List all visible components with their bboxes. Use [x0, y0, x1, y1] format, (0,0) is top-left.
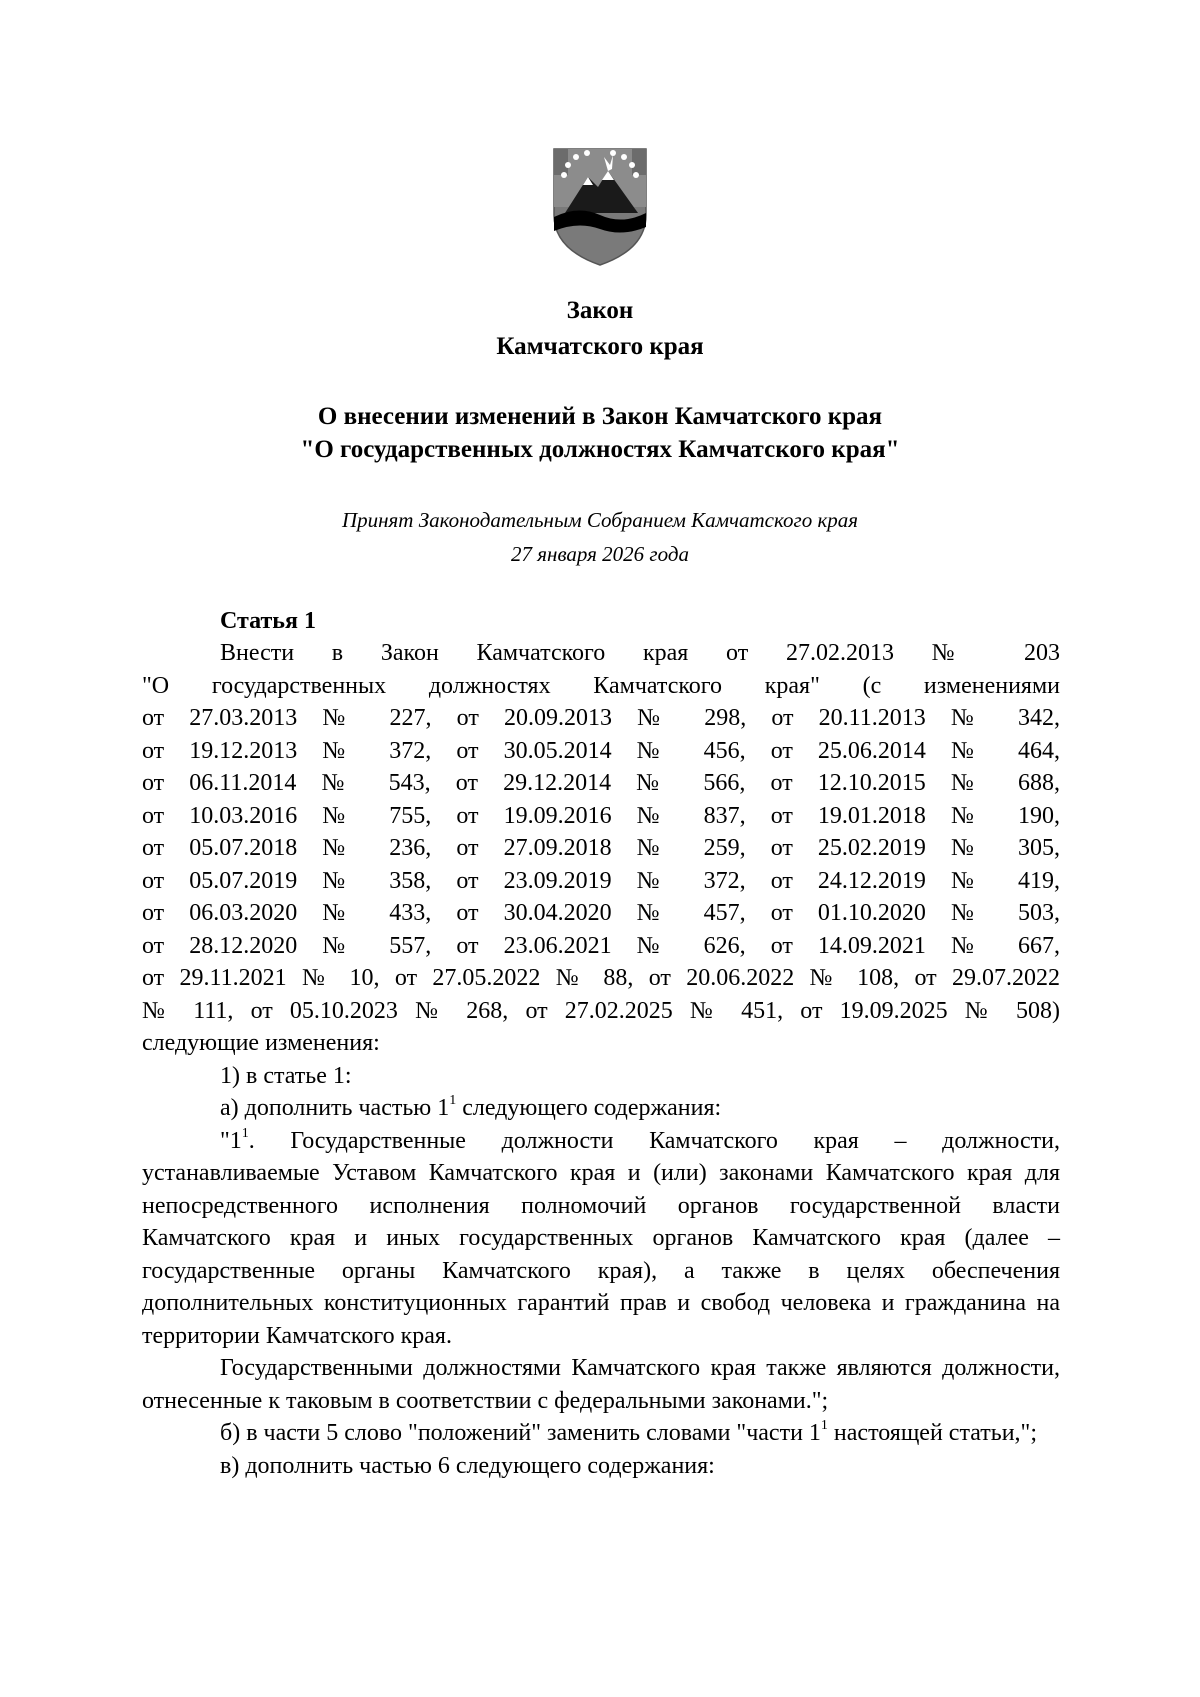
- item-a-text: а) дополнить частью 1: [220, 1095, 450, 1121]
- quoted-part-2: Государственными должностями Камчатского края также являются должности, отнесенные к таковым в соответствии с федеральными законами.";: [142, 1355, 1060, 1414]
- intro-line: от 10.03.2016 № 755, от 19.09.2016 № 837, от 19.01.2018 № 190,: [142, 802, 1060, 829]
- item-a: [142, 1092, 1060, 1125]
- quoted-part-1: [142, 1125, 1060, 1353]
- item-b-superscript: 1: [820, 1418, 828, 1433]
- quote-superscript: 1: [241, 1125, 249, 1141]
- intro-line: следующие изменения:: [142, 1030, 380, 1056]
- intro-line: от 27.03.2013 № 227, от 20.09.2013 № 298, от 20.11.2013 № 342,: [142, 705, 1060, 731]
- item-c: в) дополнить частью 6 следующего содержания:: [220, 1452, 715, 1479]
- item-a-superscript: 1: [449, 1093, 457, 1108]
- intro-line: от 05.07.2019 № 358, от 23.09.2019 № 372, от 24.12.2019 № 419,: [142, 867, 1060, 894]
- intro-line: от 06.11.2014 № 543, от 29.12.2014 № 566, от 12.10.2015 № 688,: [142, 770, 1060, 796]
- intro-line: от 29.11.2021 № 10, от 27.05.2022 № 88, от 20.06.2022 № 108, от 29.07.2022: [142, 965, 1060, 991]
- intro-line: от 28.12.2020 № 557, от 23.06.2021 № 626, от 14.09.2021 № 667,: [142, 932, 1060, 959]
- intro-line: Внести в Закон Камчатского края от 27.02.2013 № 203: [220, 640, 1060, 666]
- intro-line: от 19.12.2013 № 372, от 30.05.2014 № 456, от 25.06.2014 № 464,: [142, 737, 1060, 764]
- intro-line: "О государственных должностях Камчатского края" (с изменениями: [142, 672, 1060, 699]
- coat-of-arms-emblem: [550, 143, 650, 268]
- region-title: Камчатского края: [496, 333, 704, 360]
- law-title: Закон: [566, 297, 634, 324]
- quote-open: "1: [220, 1127, 242, 1154]
- intro-line: от 06.03.2020 № 433, от 30.04.2020 № 457, от 01.10.2020 № 503,: [142, 900, 1060, 926]
- adoption-body: Принят Законодательным Собранием Камчатского края: [341, 508, 859, 532]
- intro-line: от 05.07.2018 № 236, от 27.09.2018 № 259, от 25.02.2019 № 305,: [142, 835, 1060, 861]
- law-subject-line-1: О внесении изменений в Закон Камчатского края: [317, 403, 883, 430]
- quote-text: . Государственные должности Камчатского края – должности, устанавливаемые Уставом Камчатского края и (или) законами Камчатского края для непосредственного исполнения полномочий органов государственной власти Камчатского края и иных государственных органов Камчатского края (далее – государственные органы Камчатского края), а также в целях обеспечения дополнительных конституционных гарантий прав и свобод человека и гражданина на территории Камчатского края.: [142, 1127, 1060, 1349]
- item-1: 1) в статье 1:: [220, 1062, 352, 1089]
- item-b-text: б) в части 5 слово "положений" заменить словами "части 1: [220, 1420, 821, 1446]
- item-b: [142, 1417, 1060, 1450]
- item-b-text-end: настоящей статьи,";: [827, 1420, 1038, 1446]
- item-a-text-end: следующего содержания:: [456, 1095, 722, 1121]
- article-body: [142, 637, 1060, 1482]
- law-subject-line-2: "О государственных должностях Камчатского края": [300, 436, 900, 463]
- intro-line: № 111, от 05.10.2023 № 268, от 27.02.2025 № 451, от 19.09.2025 № 508): [142, 997, 1060, 1024]
- adoption-date: 27 января 2026 года: [511, 542, 689, 566]
- article-heading: Статья 1: [220, 608, 316, 634]
